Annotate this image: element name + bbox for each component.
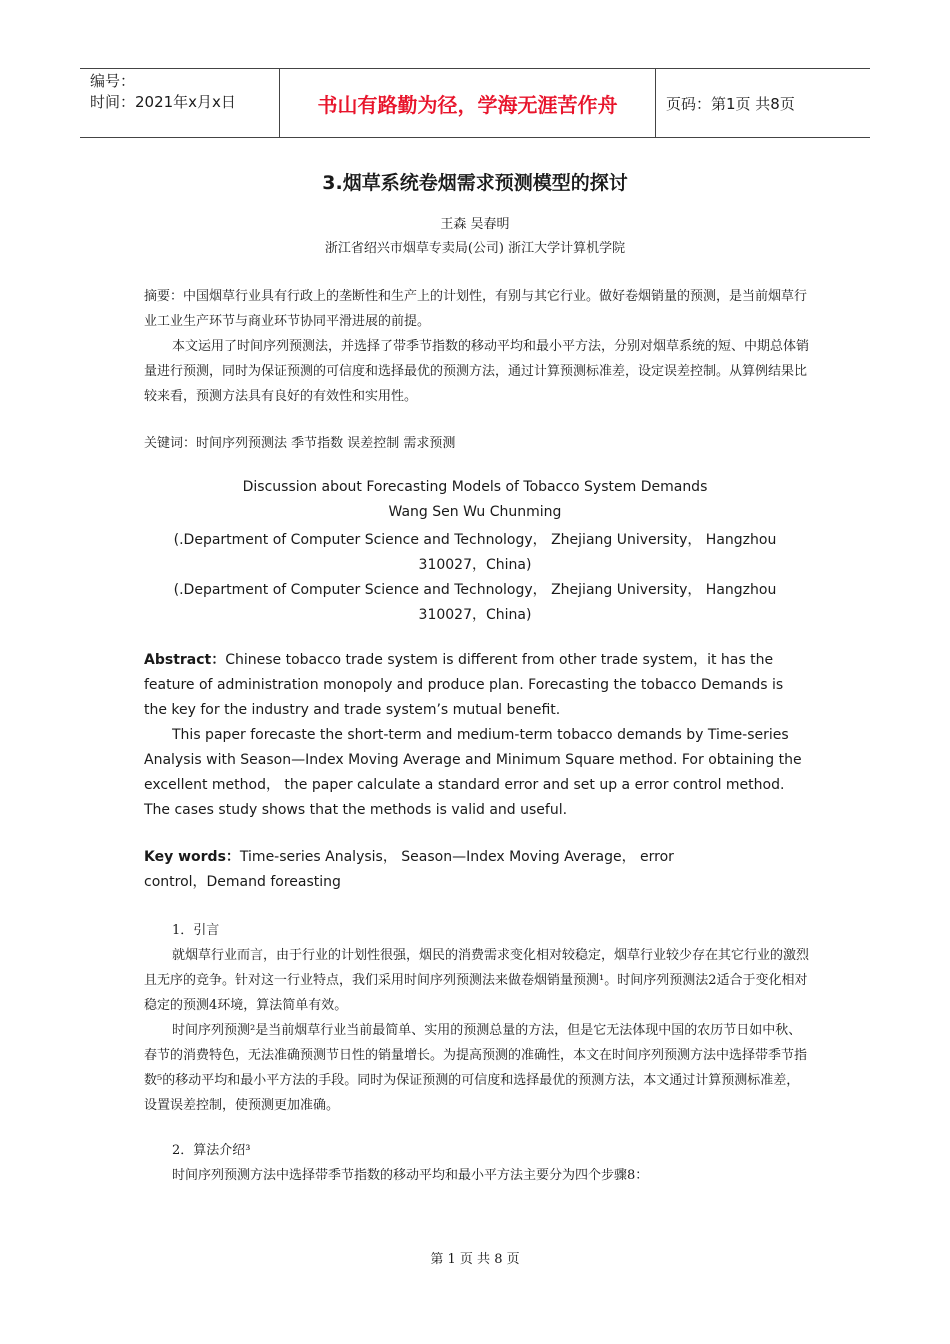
- abstract-en: [144, 648, 809, 823]
- english-authors: Wang Sen Wu Chunming: [388, 504, 562, 520]
- english-affil1-line1: (.Department of Computer Science and Technology， Zhejiang University， Hangzhou: [173, 532, 777, 548]
- doc-number-label: 编号：: [90, 72, 136, 90]
- english-affil2-line1: (.Department of Computer Science and Technology， Zhejiang University， Hangzhou: [173, 582, 777, 598]
- authors-cn: 王森 吴春明: [440, 217, 510, 232]
- keywords-en: [144, 845, 704, 895]
- keywords-en-label: Key words：: [144, 849, 240, 865]
- header-motto: 书山有路勤为径，学海无涯苦作舟: [280, 69, 656, 137]
- english-title: Discussion about Forecasting Models of Tobacco System Demands: [242, 479, 708, 495]
- english-affil1-line2: 310027，China): [418, 557, 532, 573]
- english-affil2-line2: 310027，China): [418, 607, 532, 623]
- abstract-cn-p1: 摘要：中国烟草行业具有行政上的垄断性和生产上的计划性，有别与其它行业。做好卷烟销量的预测，是当前烟草行业工业生产环节与商业环节协同平滑进展的前提。: [144, 289, 808, 329]
- abstract-cn: [144, 284, 809, 409]
- section-1: [144, 918, 809, 1118]
- keywords-en-text: Time-series Analysis， Season—Index Moving Average， error control，Demand foreasting: [144, 849, 674, 890]
- header-table: [80, 68, 870, 138]
- header-page-label: 页码：第1页 共8页: [666, 94, 795, 113]
- section-1-heading: 1．引言: [172, 923, 220, 938]
- doc-time-label: 时间：2021年x月x日: [90, 93, 236, 111]
- abstract-en-p1: [144, 648, 809, 723]
- header-left-cell: [80, 69, 280, 137]
- affiliation-cn: 浙江省绍兴市烟草专卖局(公司) 浙江大学计算机学院: [324, 241, 626, 256]
- section-2: [144, 1138, 809, 1188]
- keywords-cn: 关键词：时间序列预测法 季节指数 误差控制 需求预测: [144, 436, 456, 451]
- section-1-p1: 就烟草行业而言，由于行业的计划性很强，烟民的消费需求变化相对较稳定，烟草行业较少存在其它行业的激烈且无序的竞争。针对这一行业特点，我们采用时间序列预测法来做卷烟销量预测¹。时间序列预测法2适合于变化相对稳定的预测4环境，算法简单有效。: [144, 948, 810, 1013]
- section-2-p1: 时间序列预测方法中选择带季节指数的移动平均和最小平方法主要分为四个步骤8：: [172, 1168, 649, 1183]
- abstract-en-p1-text: Chinese tobacco trade system is different from other trade system，it has the feature of administration monopoly and produce plan. Forecasting the tobacco Demands is the key for the industry and trade system’s mutual benefit.: [144, 652, 784, 718]
- abstract-cn-p2: 本文运用了时间序列预测法，并选择了带季节指数的移动平均和最小平方法，分别对烟草系统的短、中期总体销量进行预测，同时为保证预测的可信度和选择最优的预测方法，通过计算预测标准差，设定误差控制。从算例结果比较来看，预测方法具有良好的有效性和实用性。: [144, 339, 810, 404]
- section-2-heading: 2．算法介绍³: [172, 1143, 251, 1158]
- page-footer: 第 1 页 共 8 页: [430, 1252, 520, 1267]
- abstract-en-p2: This paper forecaste the short-term and medium-term tobacco demands by Time-series Analysis with Season—Index Moving Average and Minimum Square method. For obtaining the excellent method， the paper calculate a standard error and set up a error control method. The cases study shows that the methods is valid and useful.: [144, 727, 802, 818]
- abstract-en-label: Abstract：: [144, 652, 226, 668]
- section-1-p2: 时间序列预测²是当前烟草行业当前最简单、实用的预测总量的方法，但是它无法体现中国的农历节日如中秋、春节的消费特色，无法准确预测节日性的销量增长。为提高预测的准确性，本文在时间序列预测方法中选择带季节指数⁵的移动平均和最小平方法的手段。同时为保证预测的可信度和选择最优的预测方法，本文通过计算预测标准差，设置误差控制，使预测更加准确。: [144, 1023, 808, 1113]
- paper-title: 3.烟草系统卷烟需求预测模型的探讨: [322, 172, 628, 194]
